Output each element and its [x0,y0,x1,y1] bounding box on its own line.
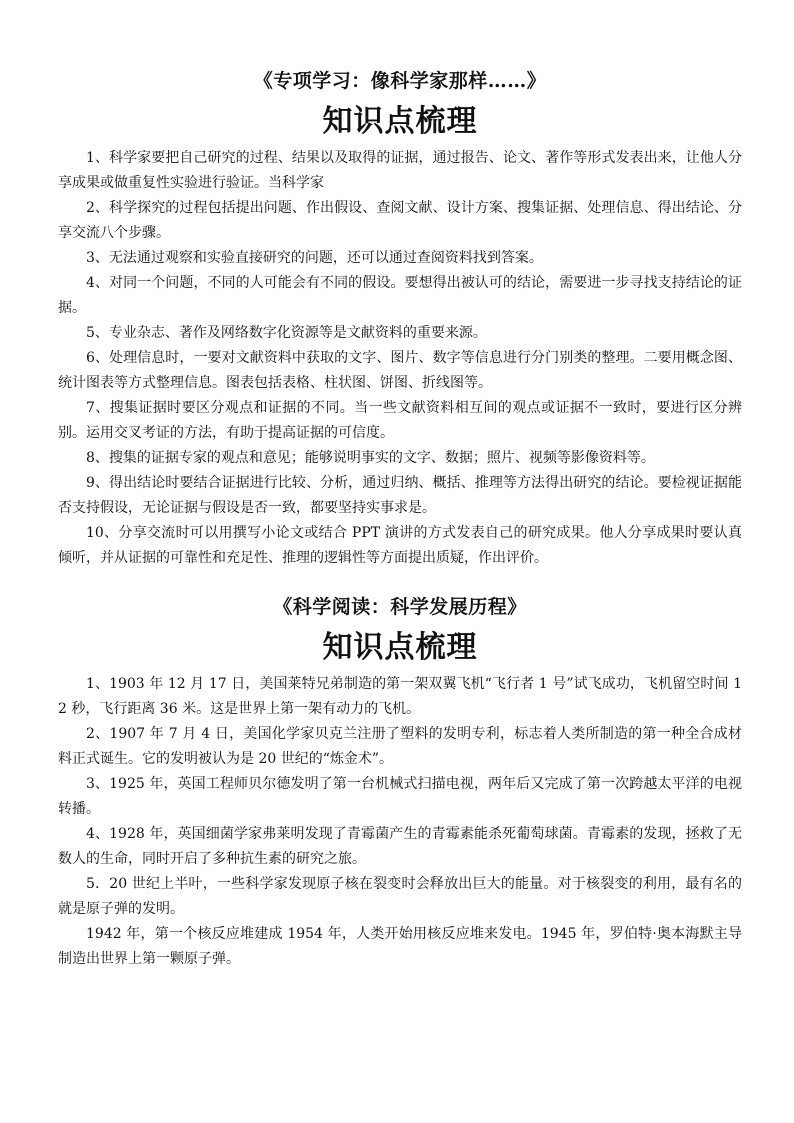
section-scientist-study [58,68,742,571]
knowledge-point: 2、1907 年 7 月 4 日，美国化学家贝克兰注册了塑料的发明专利，标志着人类所制造的第一种全合成材料正式诞生。它的发明被认为是 20 世纪的“炼金术”。 [58,726,742,767]
knowledge-point: 4、对同一个问题，不同的人可能会有不同的假设。要想得出被认可的结论，需要进一步寻找支持结论的证据。 [58,275,742,316]
knowledge-point: 9、得出结论时要结合证据进行比较、分析，通过归纳、概括、推理等方法得出研究的结论。要检视证据能否支持假设，无论证据与假设是否一致，都要坚持实事求是。 [58,475,742,516]
knowledge-point: 5．20 世纪上半叶，一些科学家发现原子核在裂变时会释放出巨大的能量。对于核裂变的利用，最有名的就是原子弹的发明。 [58,876,742,917]
section-title: 《科学阅读：科学发展历程》 [273,596,527,618]
section-heading: 知识点梳理 [322,630,478,665]
knowledge-point: 3、1925 年，英国工程师贝尔德发明了第一台机械式扫描电视，两年后又完成了第一次跨越太平洋的电视转播。 [58,776,742,817]
knowledge-point: 7、搜集证据时要区分观点和证据的不同。当一些文献资料相互间的观点或证据不一致时，要进行区分辨别。运用交叉考证的方法，有助于提高证据的可信度。 [58,400,742,441]
knowledge-point: 4、1928 年，英国细菌学家弗莱明发现了青霉菌产生的青霉素能杀死葡萄球菌。青霉素的发现，拯救了无数人的生命，同时开启了多种抗生素的研究之旅。 [58,826,742,867]
knowledge-point: 10、分享交流时可以用撰写小论文或结合 PPT 演讲的方式发表自己的研究成果。他人分享成果时要认真倾听，并从证据的可靠性和充足性、推理的逻辑性等方面提出质疑，作出评价。 [58,525,742,566]
section-science-history [58,594,742,972]
knowledge-point: 1、1903 年 12 月 17 日，美国莱特兄弟制造的第一架双翼飞机“飞行者 1 号”试飞成功，飞机留空时间 12 秒，飞行距离 36 米。这是世界上第一架有动力的飞机。 [58,676,742,717]
knowledge-point: 6、处理信息时，一要对文献资料中获取的文字、图片、数字等信息进行分门别类的整理。二要用概念图、统计图表等方式整理信息。图表包括表格、柱状图、饼图、折线图等。 [58,350,742,391]
section-title: 《专项学习：像科学家那样……》 [253,70,547,92]
knowledge-point: 1、科学家要把自己研究的过程、结果以及取得的证据，通过报告、论文、著作等形式发表出来，让他人分享成果或做重复性实验进行验证。当科学家 [58,150,742,191]
knowledge-point: 2、科学探究的过程包括提出问题、作出假设、查阅文献、设计方案、搜集证据、处理信息、得出结论、分享交流八个步骤。 [58,200,742,241]
knowledge-point: 1942 年，第一个核反应堆建成 1954 年，人类开始用核反应堆来发电。1945 年，罗伯特·奥本海默主导制造出世界上第一颗原子弹。 [58,926,742,967]
knowledge-point: 5、专业杂志、著作及网络数字化资源等是文献资料的重要来源。 [86,325,487,341]
knowledge-point: 8、搜集的证据专家的观点和意见；能够说明事实的文字、数据；照片、视频等影像资料等。 [86,450,655,466]
section-heading: 知识点梳理 [322,104,478,139]
knowledge-point: 3、无法通过观察和实验直接研究的问题，还可以通过查阅资料找到答案。 [86,250,543,266]
